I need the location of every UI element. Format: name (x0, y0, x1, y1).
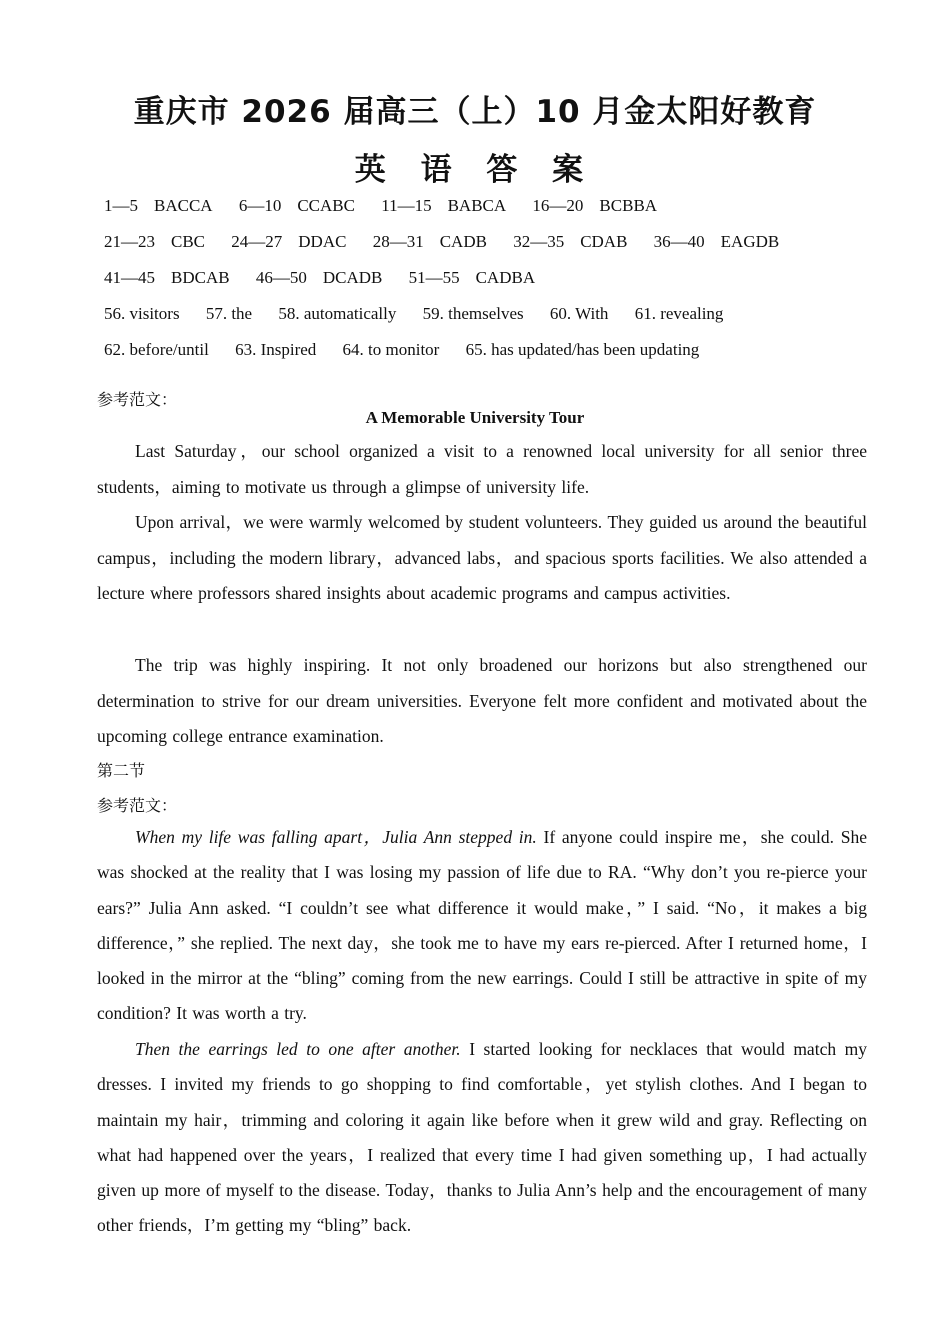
essay-paragraph-3: The trip was highly inspiring. It not only broadened our horizons but also strengthened our determination to strive for our dream universities. Everyone felt more confident and motivated about the upcoming college entrance examination. (97, 655, 867, 747)
essay-title: A Memorable University Tour (365, 408, 585, 427)
fill-answer: 62. before/until (104, 340, 209, 359)
document-subtitle: 英 语 答 案 (354, 152, 596, 188)
answer-value: BDCAB (171, 268, 230, 287)
paragraph-lead-sentence: When my life was falling apart，Julia Ann stepped in. (135, 827, 537, 847)
answer-row-1 (104, 196, 679, 216)
fill-answer: 64. to monitor (342, 340, 440, 359)
answer-range: 24—27 (231, 232, 283, 251)
fill-answer: 63. Inspired (235, 340, 317, 359)
continuation-paragraph-2 (97, 1032, 867, 1244)
answer-range: 41—45 (104, 268, 155, 287)
fill-answer: 60. With (549, 304, 609, 323)
fill-answer: 57. the (205, 304, 253, 323)
answer-row-3 (104, 268, 557, 288)
answer-value: CBC (171, 232, 206, 251)
answer-range: 28—31 (372, 232, 424, 251)
fill-answer: 58. automatically (278, 304, 397, 323)
answer-range: 36—40 (653, 232, 705, 251)
answer-range: 21—23 (104, 232, 155, 251)
answer-range: 6—10 (238, 196, 282, 215)
answer-range: 32—35 (513, 232, 565, 251)
fill-answer: 61. revealing (634, 304, 724, 323)
fill-answer: 59. themselves (422, 304, 524, 323)
sample-essay-label-2: 参考范文： (97, 796, 178, 815)
answer-value: BABCA (447, 196, 507, 215)
essay-paragraph-1: Last Saturday，our school organized a visit to a renowned local university for all senior three students，aiming to motivate us through a glimpse of university life. (97, 441, 867, 497)
answer-range: 51—55 (408, 268, 460, 287)
fill-answer: 65. has updated/has been updating (465, 340, 700, 359)
essay-paragraph-2: Upon arrival，we were warmly welcomed by student volunteers. They guided us around the beautiful campus，including the modern library，advanced labs，and spacious sports facilities. We also attended a lecture where professors shared insights about academic programs and campus activities. (97, 512, 867, 604)
answer-value: BCBBA (599, 196, 658, 215)
fill-answer: 56. visitors (104, 304, 180, 323)
answer-value: CDAB (580, 232, 628, 251)
section-heading: 第二节 (97, 761, 146, 780)
paragraph-body: If anyone could inspire me，she could. She was shocked at the reality that I was losing my passion of life due to RA. “Why don’t you re-pierce your ears?” Julia Ann asked. “I couldn’t see what difference it would make，” I said. “No，it makes a big difference，” she replied. The next day，she took me to have my ears re-pierced. After I returned home，I looked in the mirror at the “bling” coming from the new earrings. Could I still be attractive in spite of my condition? It was worth a try. (97, 827, 867, 1024)
paragraph-body: I started looking for necklaces that would match my dresses. I invited my friends to go shopping to find comfortable，yet stylish clothes. And I began to maintain my hair，trimming and coloring it again like before when it grew wild and gray. Reflecting on what had happened over the years，I realized that every time I had given something up，I had actually given up more of myself to the disease. Today，thanks to Julia Ann’s help and the encouragement of many other friends，I’m getting my “bling” back. (97, 1039, 867, 1236)
answer-value: BACCA (154, 196, 213, 215)
sample-essay-label: 参考范文： (97, 390, 178, 409)
answer-row-2 (104, 232, 801, 252)
answer-range: 1—5 (104, 196, 138, 215)
continuation-paragraph-1 (97, 820, 867, 1032)
answer-value: CADBA (475, 268, 536, 287)
answer-value: DDAC (298, 232, 347, 251)
paragraph-lead-sentence: Then the earrings led to one after another. (135, 1039, 461, 1059)
answer-value: DCADB (322, 268, 383, 287)
answer-range: 46—50 (255, 268, 307, 287)
answer-value: CADB (439, 232, 487, 251)
answer-value: CCABC (297, 196, 355, 215)
fill-answers-row-2 (104, 340, 721, 360)
answer-value: EAGDB (720, 232, 780, 251)
answer-range: 16—20 (532, 196, 584, 215)
fill-answers-row-1 (104, 304, 745, 324)
document-title: 重庆市 2026 届高三（上）10 月金太阳好教育 (133, 94, 817, 130)
answer-range: 11—15 (381, 196, 432, 215)
